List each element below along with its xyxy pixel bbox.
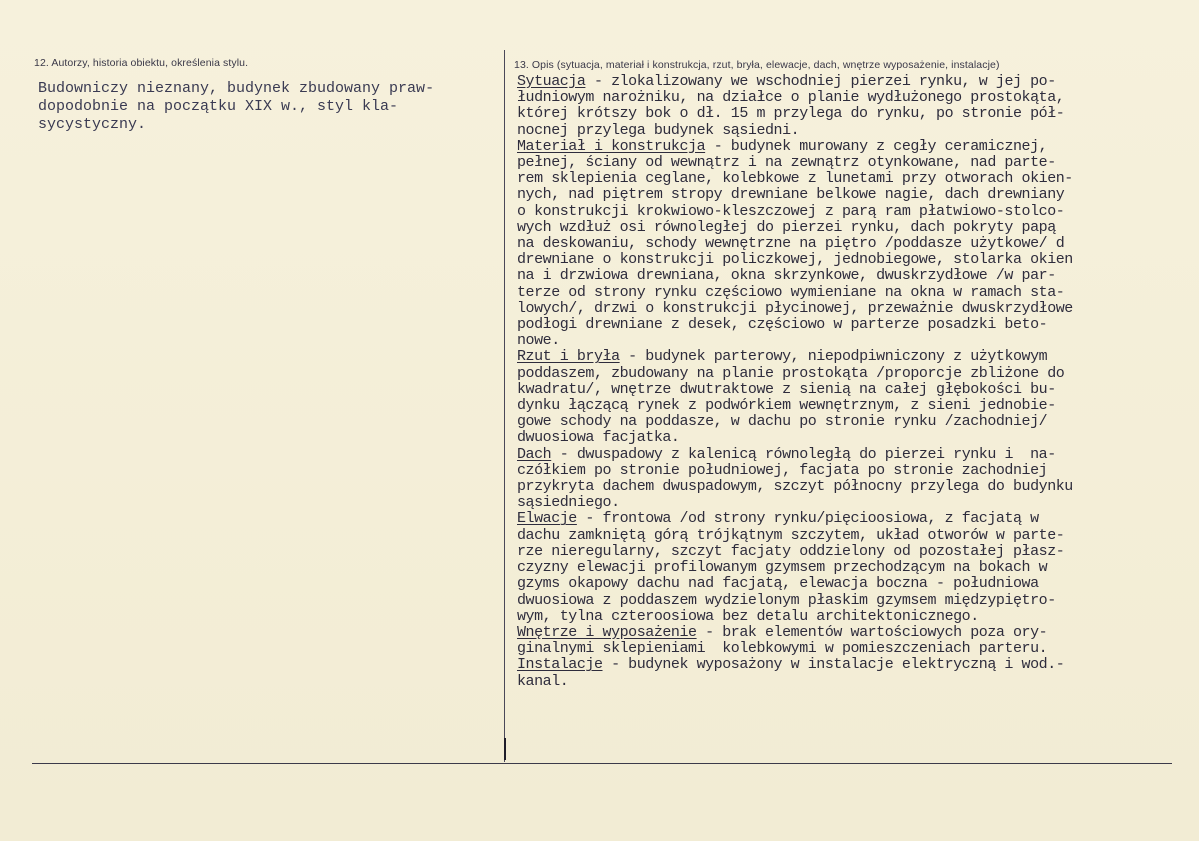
text-line: gowe schody na poddasze, w dachu po stronie rynku /zachodniej/ [517,414,1048,431]
text-line: nowe. [517,333,560,350]
text-line [517,511,1197,527]
text-line: sąsiedniego. [517,495,620,512]
text-line: wym, tylna czteroosiowa bez detalu architektonicznego. [517,608,979,625]
text-line: której krótszy bok o dł. 15 m przylega do rynku, po stronie pół- [517,106,1065,123]
text-line: ginalnymi sklepieniami kolebkowymi w pomieszczeniach parteru. [517,641,1048,658]
text-line: pełnej, ściany od wewnątrz i na zewnątrz otynkowane, nad parte- [517,155,1056,172]
text-line [517,657,1197,673]
text-line: lowych/, drzwi o konstrukcji płycinowej, przeważnie dwuskrzydłowe [517,300,1073,317]
text-line: łudniowym narożniku, na działce o planie wydłużonego prostokąta, [517,90,1065,107]
text-line: kanal. [517,673,569,690]
section-text: - budynek parterowy, niepodpiwniczony z użytkowym [619,349,1048,366]
text-line: nych, nad piętrem stropy drewniane belkowe nagie, dach drewniany [517,187,1065,204]
text-line: przykryta dachem dwuspadowym, szczyt północny przylega do budynku [517,479,1073,496]
section-heading-material: Materiał i konstrukcja [517,138,706,155]
section-heading-dach: Dach [517,446,552,463]
section-text: - brak elementów wartościowych poza ory- [696,624,1048,641]
text-line: wych wzdłuż osi równoległej do pierzei rynku, dach pokryty papą [517,219,1056,236]
text-line: podłogi drewniane z desek, częściowo w parterze posadzki beto- [517,317,1048,334]
section-text: - budynek murowany z cegły ceramicznej, [705,138,1048,155]
text-line: drewniane o konstrukcji policzkowej, jednobiegowe, stolarka okien [517,252,1073,269]
text-line [517,74,1197,90]
section-heading-wnetrze: Wnętrze i wyposażenie [517,624,697,641]
text-line: czółkiem po stronie południowej, facjata po stronie zachodniej [517,462,1048,479]
section-heading-instalacje: Instalacje [517,657,603,674]
field-13-text [517,74,1197,690]
section-heading-rzut: Rzut i bryła [517,349,620,366]
section-heading-elwacje: Elwacje [517,511,577,528]
field-13-label: 13. Opis (sytuacja, materiał i konstrukcja, rzut, bryła, elewacje, dach, wnętrze wyposażenie, instalacje) [514,59,1000,71]
text-line: kwadratu/, wnętrze dwutraktowe z sienią na całej głębokości bu- [517,381,1056,398]
text-line: na i drzwiowa drewniana, okna skrzynkowe, dwuskrzydłowe /w par- [517,268,1056,285]
text-line: czyzny elewacji profilowanym gzymsem przechodzącym na bokach w [517,560,1048,577]
text-line: na deskowaniu, schody wewnętrzne na piętro /poddasze użytkowe/ d [517,236,1065,253]
section-text: - frontowa /od strony rynku/pięcioosiowa, z facjatą w [576,511,1039,528]
field-12-line: Budowniczy nieznany, budynek zbudowany praw- [38,80,435,97]
text-line: rze nieregularny, szczyt facjaty oddzielony od pozostałej płasz- [517,543,1065,560]
field-12-text [38,80,478,135]
bottom-rule [32,763,1172,764]
text-line [517,349,1197,365]
text-line: dwuosiowa z poddaszem wydzielonym płaskim gzymsem międzypiętro- [517,592,1056,609]
field-12-line: dopodobnie na początku XIX w., styl kla- [38,98,399,116]
text-line: o konstrukcji krokwiowo-kleszczowej z parą ram płatwiowo-stolco- [517,203,1065,220]
section-heading-sytuacja: Sytuacja [517,74,586,90]
text-line: poddaszem, zbudowany na planie prostokąta /proporcje zbliżone do [517,365,1065,382]
text-line: dynku łączącą rynek z podwórkiem wewnętrznym, z sieni jednobie- [517,398,1056,415]
text-line [517,447,1197,463]
text-line: nocnej przylega budynek sąsiedni. [517,122,800,139]
column-divider-mark [504,738,506,760]
text-line: rem sklepienia ceglane, kolebkowe z lunetami przy otworach okien- [517,171,1073,188]
field-12-line: sycystyczny. [38,116,147,134]
text-line: terze od strony rynku częściowo wymieniane na okna w ramach sta- [517,284,1065,301]
section-text: - budynek wyposażony w instalacje elektryczną i wod.- [602,657,1065,674]
text-line [517,625,1197,641]
section-text: - zlokalizowany we wschodniej pierzei rynku, w jej po- [585,74,1056,90]
text-line [517,139,1197,155]
section-text: - dwuspadowy z kalenicą równoległą do pierzei rynku i na- [551,446,1056,463]
text-line: dwuosiowa facjatka. [517,430,680,447]
text-line: dachu zamkniętą górą trójkątnym szczytem, układ otworów w parte- [517,527,1065,544]
field-12-label: 12. Autorzy, historia obiektu, określenia stylu. [34,57,249,69]
column-divider [504,50,505,762]
text-line: gzyms okapowy dachu nad facjatą, elewacja boczna - południowa [517,576,1039,593]
